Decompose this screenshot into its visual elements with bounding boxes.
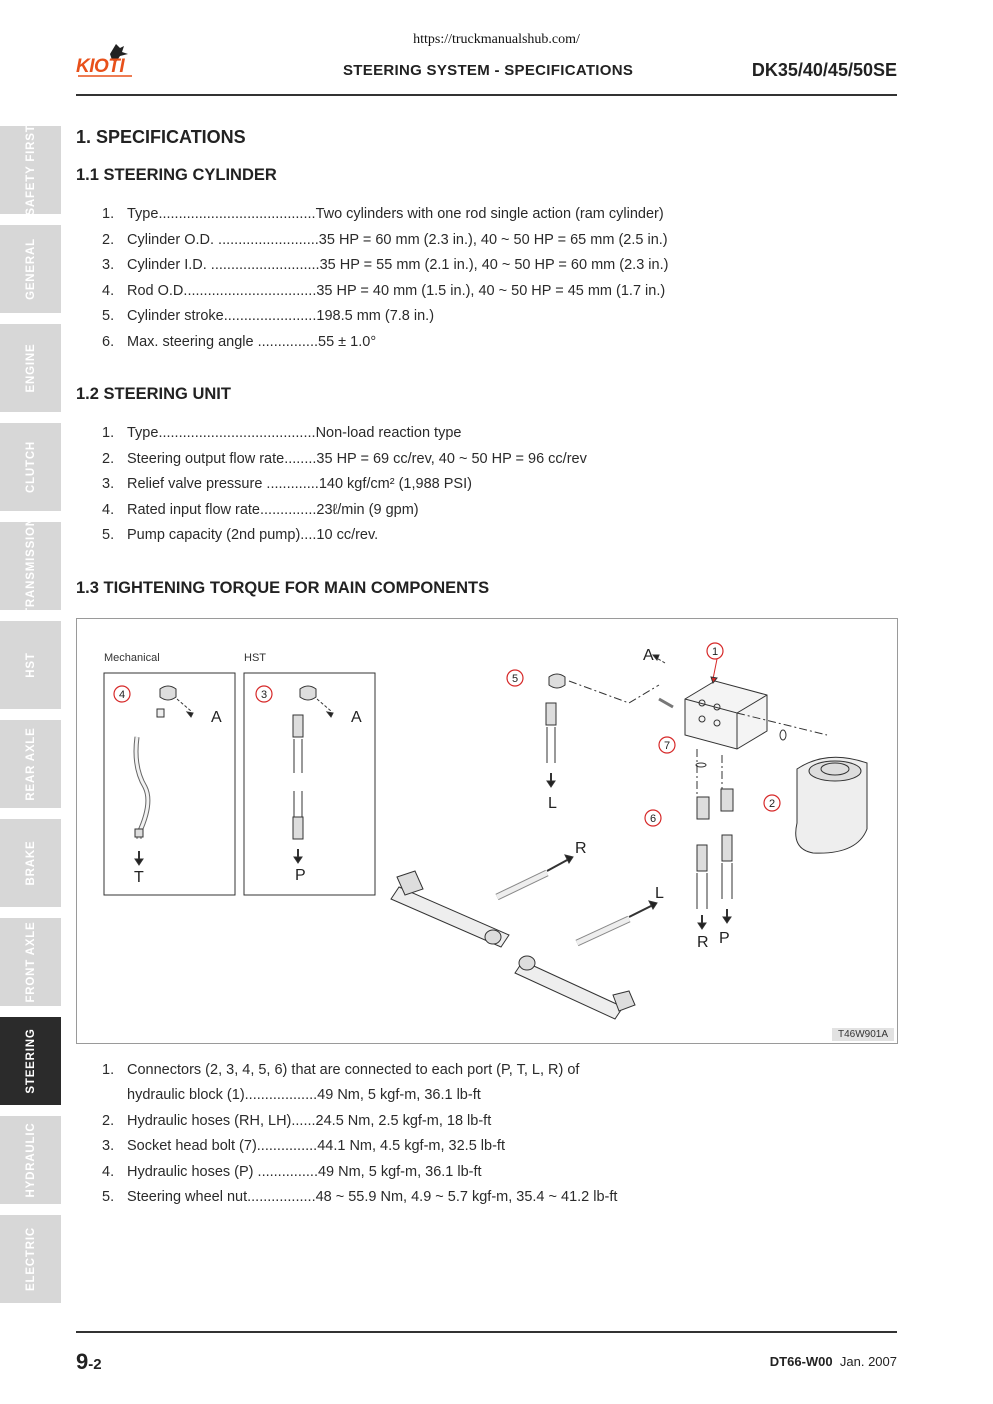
port-t-label: T: [134, 869, 144, 886]
port-p-label: P: [719, 930, 730, 947]
list-item: 4. Hydraulic hoses (P) ...............49 Nm, 5 kgf-m, 36.1 lb-ft: [102, 1163, 482, 1180]
steering-hose-diagram: [77, 619, 897, 1043]
list-item: 2. Cylinder O.D. .........................35 HP = 60 mm (2.3 in.), 40 ~ 50 HP = 65 mm (2.5 in.): [102, 231, 668, 248]
callout-2-label: 2: [768, 798, 776, 810]
callout-4-label: 4: [118, 689, 126, 701]
port-r-label: R: [575, 840, 587, 857]
port-a-label: A: [643, 647, 654, 664]
tab-clutch[interactable]: CLUTCH: [0, 423, 61, 511]
kioti-logo: [76, 42, 136, 82]
figure-code: T46W901A: [832, 1028, 894, 1041]
page-title: STEERING SYSTEM - SPECIFICATIONS: [343, 62, 634, 79]
steering-cylinder-heading: 1.1 STEERING CYLINDER: [76, 166, 277, 184]
steering-cylinder-list: [102, 202, 668, 356]
mechanical-label: Mechanical: [104, 652, 160, 664]
list-item: 6. Max. steering angle ...............55 ± 1.0°: [102, 333, 377, 350]
steering-unit-heading: 1.2 STEERING UNIT: [76, 385, 231, 403]
tab-engine[interactable]: ENGINE: [0, 324, 61, 412]
tab-general[interactable]: GENERAL: [0, 225, 61, 313]
port-r-label: R: [697, 934, 709, 951]
callout-1-label: 1: [711, 646, 719, 658]
tab-rear-axle[interactable]: REAR AXLE: [0, 720, 61, 808]
tab-transmission[interactable]: TRANSMISSION: [0, 522, 61, 610]
steering-diagram: [76, 618, 898, 1044]
list-item: 4. Rated input flow rate..............23ℓ/min (9 gpm): [102, 501, 419, 518]
list-item: 1. Type.......................................Non-load reaction type: [102, 425, 462, 441]
logo-text: KIOTI: [76, 56, 125, 77]
list-item: 4. Rod O.D.................................35 HP = 40 mm (1.5 in.), 40 ~ 50 HP = 45 mm (1.7 in.): [102, 282, 666, 299]
page-number: 9-2: [76, 1349, 102, 1374]
list-item: 1. Connectors (2, 3, 4, 5, 6) that are connected to each port (P, T, L, R) of: [102, 1062, 580, 1078]
model-number: DK35/40/45/50SE: [751, 60, 897, 80]
list-item: 5. Steering wheel nut.................48 ~ 55.9 Nm, 4.9 ~ 5.7 kgf-m, 35.4 ~ 41.2 lb-ft: [102, 1189, 618, 1206]
list-item: 1. Type.......................................Two cylinders with one rod single action (ram cylinder): [102, 206, 664, 222]
tab-front-axle[interactable]: FRONT AXLE: [0, 918, 61, 1006]
steering-unit-list: [102, 421, 587, 549]
section-title: 1. SPECIFICATIONS: [76, 127, 246, 147]
callout-7-label: 7: [663, 740, 671, 752]
list-item: 5. Cylinder stroke.......................198.5 mm (7.8 in.): [102, 308, 435, 325]
header-url: https://truckmanualshub.com/: [413, 32, 580, 47]
tab-steering[interactable]: STEERING: [0, 1017, 61, 1105]
footer-divider: [76, 1331, 897, 1333]
callout-5-label: 5: [511, 673, 519, 685]
tab-safety-first[interactable]: SAFETY FIRST: [0, 126, 61, 214]
list-item: 2. Steering output flow rate........35 HP = 69 cc/rev, 40 ~ 50 HP = 96 cc/rev: [102, 450, 587, 467]
hst-label: HST: [244, 652, 266, 664]
torque-heading: 1.3 TIGHTENING TORQUE FOR MAIN COMPONENTS: [76, 579, 490, 597]
tab-brake[interactable]: BRAKE: [0, 819, 61, 907]
list-item-continuation: hydraulic block (1)..................49 Nm, 5 kgf-m, 36.1 lb-ft: [127, 1087, 481, 1104]
list-item: 3. Relief valve pressure .............140 kgf/cm² (1,988 PSI): [102, 476, 472, 493]
tab-electric[interactable]: ELECTRIC: [0, 1215, 61, 1303]
torque-list: [102, 1058, 617, 1210]
list-item: 3. Cylinder I.D. ...........................35 HP = 55 mm (2.1 in.), 40 ~ 50 HP = 60 mm (2.3 in.): [102, 257, 669, 274]
list-item: 2. Hydraulic hoses (RH, LH)......24.5 Nm, 2.5 kgf-m, 18 lb-ft: [102, 1112, 492, 1129]
document-id: DT66-W00 Jan. 2007: [769, 1354, 897, 1369]
callout-6-label: 6: [649, 813, 657, 825]
port-p-label: P: [295, 867, 306, 884]
header-divider: [76, 94, 897, 96]
tab-hydraulic[interactable]: HYDRAULIC: [0, 1116, 61, 1204]
callout-3-label: 3: [260, 689, 268, 701]
list-item: 5. Pump capacity (2nd pump)....10 cc/rev.: [102, 527, 379, 544]
list-item: 3. Socket head bolt (7)...............44.1 Nm, 4.5 kgf-m, 32.5 lb-ft: [102, 1138, 505, 1155]
port-a-label: A: [211, 709, 222, 726]
port-a-label: A: [351, 709, 362, 726]
port-l-label: L: [548, 795, 557, 812]
tab-hst[interactable]: HST: [0, 621, 61, 709]
port-l-label: L: [655, 885, 664, 902]
